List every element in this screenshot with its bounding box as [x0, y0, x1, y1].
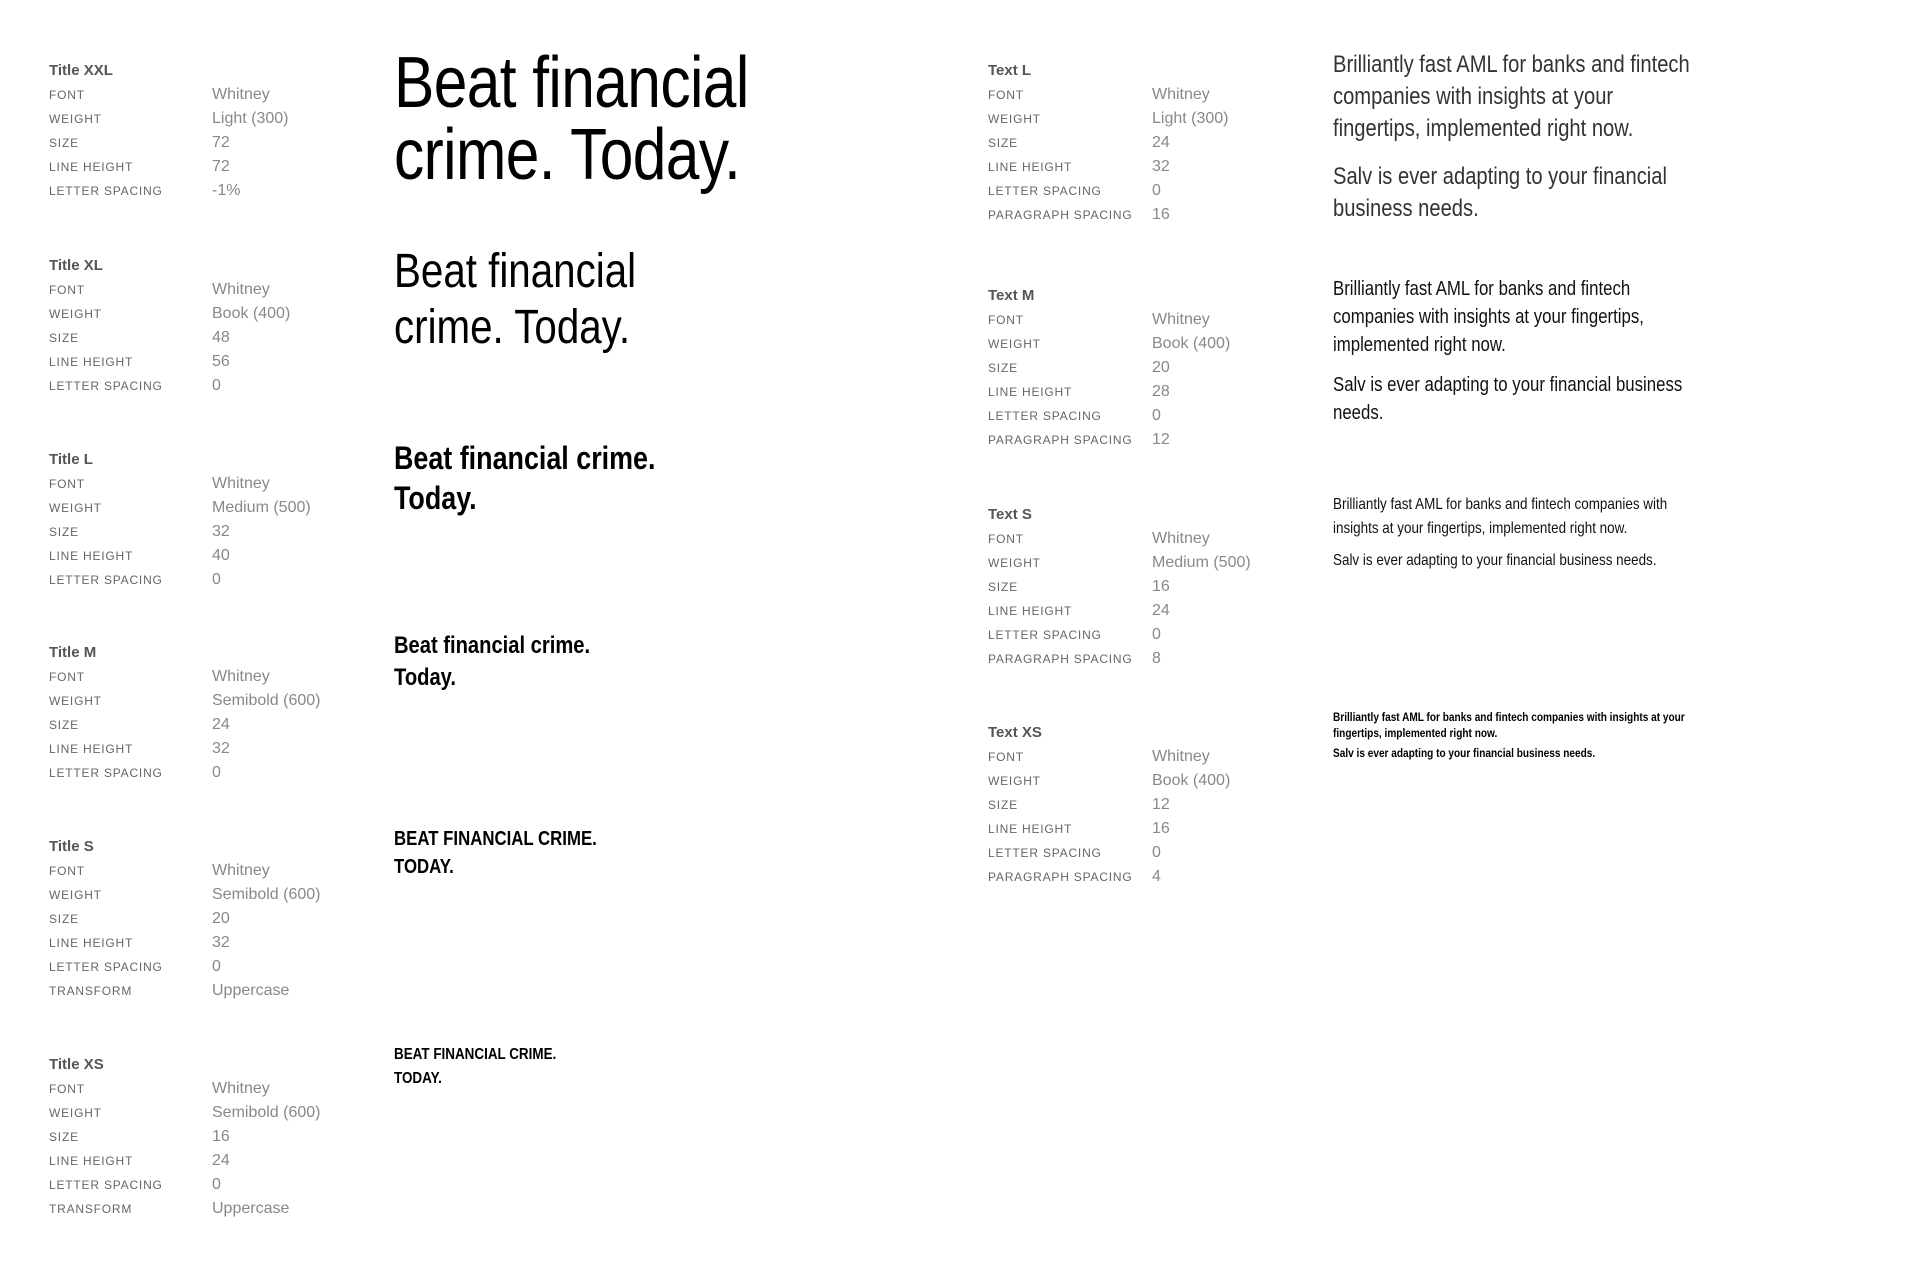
sample-line: Today. — [394, 480, 477, 516]
spec-row — [988, 865, 1230, 889]
title-m-sample — [394, 630, 590, 694]
sample-line: Brilliantly fast AML for banks and fintech — [1333, 51, 1690, 78]
spec-value: 0 — [1152, 626, 1161, 643]
spec-value: 0 — [212, 1176, 221, 1193]
spec-row — [49, 1197, 321, 1221]
spec-label: LETTER SPACING — [49, 960, 163, 974]
title-l-sample — [394, 438, 655, 518]
sample-paragraph — [394, 438, 655, 518]
spec-row — [988, 179, 1229, 203]
spec-label: FONT — [988, 313, 1024, 327]
sample-paragraph — [1333, 745, 1685, 761]
spec-label: WEIGHT — [988, 112, 1041, 126]
spec-value: Whitney — [212, 86, 270, 103]
title-xxl-heading: Title XXL — [49, 62, 113, 79]
spec-row — [49, 931, 321, 955]
sample-line: Salv is ever adapting to your financial business — [1333, 374, 1683, 396]
spec-label: FONT — [988, 750, 1024, 764]
spec-label: PARAGRAPH SPACING — [988, 208, 1133, 222]
spec-label: SIZE — [988, 580, 1018, 594]
sample-line: companies with insights at your fingertips, — [1333, 306, 1644, 328]
spec-value: 0 — [212, 764, 221, 781]
spec-label: SIZE — [49, 331, 79, 345]
spec-label: WEIGHT — [49, 888, 102, 902]
spec-value: Semibold (600) — [212, 886, 321, 903]
spec-value: 56 — [212, 353, 230, 370]
spec-value: 0 — [1152, 844, 1161, 861]
spec-value: 12 — [1152, 796, 1170, 813]
text-xs-heading: Text XS — [988, 724, 1042, 741]
sample-line: crime. Today. — [394, 301, 631, 354]
spec-row — [49, 568, 311, 592]
spec-value: 32 — [212, 523, 230, 540]
spec-value: 40 — [212, 547, 230, 564]
sample-paragraph — [394, 825, 597, 881]
spec-row — [49, 520, 311, 544]
spec-value: 16 — [1152, 820, 1170, 837]
spec-row — [49, 1125, 321, 1149]
sample-line: crime. Today. — [394, 115, 741, 195]
text-m-heading: Text M — [988, 287, 1035, 304]
spec-row — [49, 859, 321, 883]
spec-value: 16 — [212, 1128, 230, 1145]
text-m-spec — [988, 284, 1230, 452]
spec-value: 8 — [1152, 650, 1161, 667]
spec-label: FONT — [49, 864, 85, 878]
title-m-spec — [49, 641, 321, 785]
spec-row — [988, 817, 1230, 841]
title-xl-sample — [394, 244, 636, 356]
title-xxl-sample — [394, 43, 749, 195]
sample-line: fingertips, implemented right now. — [1333, 726, 1498, 740]
spec-row — [988, 404, 1230, 428]
spec-value: 48 — [212, 329, 230, 346]
spec-label: FONT — [988, 88, 1024, 102]
spec-value: 20 — [212, 910, 230, 927]
spec-value: 72 — [212, 134, 230, 151]
spec-value: Book (400) — [1152, 335, 1231, 352]
text-s-heading: Text S — [988, 506, 1032, 523]
title-xl-heading: Title XL — [49, 257, 103, 274]
spec-row — [49, 979, 321, 1003]
spec-row — [988, 428, 1230, 452]
spec-label: WEIGHT — [49, 1106, 102, 1120]
spec-label: WEIGHT — [49, 307, 102, 321]
spec-value: 24 — [1152, 602, 1170, 619]
spec-label: LETTER SPACING — [49, 184, 163, 198]
spec-label: TRANSFORM — [49, 1202, 133, 1216]
spec-row — [988, 527, 1251, 551]
text-l-sample — [1333, 49, 1690, 225]
title-m-heading: Title M — [49, 644, 97, 661]
sample-paragraph — [394, 1043, 556, 1091]
sample-paragraph — [1333, 493, 1667, 541]
spec-value: Whitney — [212, 862, 270, 879]
sample-line: Brilliantly fast AML for banks and fintech companies with insights at your — [1333, 710, 1685, 724]
spec-row — [988, 575, 1251, 599]
spec-label: LINE HEIGHT — [988, 604, 1073, 618]
spec-label: SIZE — [49, 136, 79, 150]
spec-label: SIZE — [49, 718, 79, 732]
spec-label: LINE HEIGHT — [988, 160, 1073, 174]
spec-label: SIZE — [988, 136, 1018, 150]
spec-label: LETTER SPACING — [988, 409, 1102, 423]
text-m-sample — [1333, 275, 1682, 427]
spec-value: -1% — [212, 182, 241, 199]
spec-value: 72 — [212, 158, 230, 175]
spec-label: SIZE — [988, 798, 1018, 812]
spec-row — [49, 83, 289, 107]
spec-label: LETTER SPACING — [49, 379, 163, 393]
spec-value: Whitney — [1152, 311, 1210, 328]
spec-value: 28 — [1152, 383, 1170, 400]
spec-row — [49, 1077, 321, 1101]
title-s-heading: Title S — [49, 838, 94, 855]
spec-row — [49, 350, 290, 374]
spec-row — [49, 544, 311, 568]
spec-row — [49, 689, 321, 713]
title-s-sample — [394, 825, 597, 881]
spec-value: Whitney — [1152, 530, 1210, 547]
spec-label: FONT — [49, 477, 85, 491]
spec-row — [988, 332, 1230, 356]
spec-row — [49, 496, 311, 520]
sample-line: needs. — [1333, 402, 1384, 424]
spec-value: Uppercase — [212, 982, 290, 999]
spec-row — [988, 380, 1230, 404]
spec-row — [988, 107, 1229, 131]
spec-label: SIZE — [988, 361, 1018, 375]
sample-line: Beat financial — [394, 245, 637, 298]
spec-row — [988, 745, 1230, 769]
spec-value: 24 — [212, 1152, 230, 1169]
spec-value: Book (400) — [212, 305, 291, 322]
spec-value: Semibold (600) — [212, 1104, 321, 1121]
spec-label: LETTER SPACING — [49, 766, 163, 780]
spec-value: 20 — [1152, 359, 1170, 376]
spec-value: Whitney — [212, 1080, 270, 1097]
spec-row — [49, 761, 321, 785]
spec-value: 0 — [1152, 407, 1161, 424]
spec-value: Whitney — [212, 281, 270, 298]
spec-row — [49, 472, 311, 496]
spec-label: LINE HEIGHT — [49, 355, 134, 369]
spec-value: Whitney — [212, 668, 270, 685]
spec-label: LINE HEIGHT — [49, 936, 134, 950]
spec-row — [988, 203, 1229, 227]
spec-label: LETTER SPACING — [49, 573, 163, 587]
spec-label: FONT — [49, 670, 85, 684]
spec-row — [49, 131, 289, 155]
sample-line: Brilliantly fast AML for banks and fintech companies with — [1333, 496, 1668, 513]
sample-line: Today. — [394, 664, 456, 691]
spec-value: Whitney — [1152, 86, 1210, 103]
spec-label: WEIGHT — [49, 501, 102, 515]
spec-row — [988, 623, 1251, 647]
title-xs-sample — [394, 1043, 556, 1091]
spec-row — [988, 647, 1251, 671]
sample-paragraph — [1333, 161, 1690, 225]
sample-paragraph — [1333, 549, 1667, 573]
sample-line: implemented right now. — [1333, 334, 1506, 356]
spec-row — [988, 83, 1229, 107]
spec-value: Uppercase — [212, 1200, 290, 1217]
sample-line: TODAY. — [394, 856, 454, 878]
sample-paragraph — [394, 43, 749, 195]
spec-value: 12 — [1152, 431, 1170, 448]
spec-label: TRANSFORM — [49, 984, 133, 998]
spec-label: LINE HEIGHT — [988, 385, 1073, 399]
spec-label: FONT — [988, 532, 1024, 546]
sample-line: Salv is ever adapting to your financial — [1333, 163, 1667, 190]
spec-label: LINE HEIGHT — [988, 822, 1073, 836]
spec-row — [49, 179, 289, 203]
title-l-heading: Title L — [49, 451, 93, 468]
spec-label: LETTER SPACING — [988, 846, 1102, 860]
sample-paragraph — [1333, 49, 1690, 145]
text-s-sample — [1333, 493, 1667, 573]
sample-line: Beat financial — [394, 43, 749, 123]
spec-value: Medium (500) — [1152, 554, 1251, 571]
spec-label: LETTER SPACING — [988, 184, 1102, 198]
sample-line: Salv is ever adapting to your financial business needs. — [1333, 746, 1596, 760]
spec-label: PARAGRAPH SPACING — [988, 433, 1133, 447]
spec-value: Whitney — [1152, 748, 1210, 765]
sample-line: companies with insights at your — [1333, 83, 1614, 110]
spec-row — [49, 374, 290, 398]
spec-label: WEIGHT — [988, 556, 1041, 570]
spec-row — [49, 1149, 321, 1173]
spec-row — [49, 278, 290, 302]
spec-label: LINE HEIGHT — [49, 1154, 134, 1168]
sample-line: business needs. — [1333, 195, 1479, 222]
spec-row — [988, 155, 1229, 179]
title-xl-spec — [49, 254, 290, 398]
spec-value: Light (300) — [1152, 110, 1229, 127]
title-l-spec — [49, 448, 311, 592]
spec-row — [988, 769, 1230, 793]
spec-row — [49, 1101, 321, 1125]
spec-value: Semibold (600) — [212, 692, 321, 709]
spec-label: LINE HEIGHT — [49, 549, 134, 563]
spec-label: LETTER SPACING — [49, 1178, 163, 1192]
title-xs-heading: Title XS — [49, 1056, 104, 1073]
sample-line: Beat financial crime. — [394, 440, 656, 476]
title-s-spec — [49, 835, 321, 1003]
text-l-heading: Text L — [988, 62, 1032, 79]
spec-label: FONT — [49, 283, 85, 297]
spec-row — [49, 302, 290, 326]
spec-label: WEIGHT — [988, 774, 1041, 788]
sample-paragraph — [1333, 371, 1682, 427]
spec-value: 24 — [1152, 134, 1170, 151]
spec-value: 4 — [1152, 868, 1161, 885]
sample-line: Brilliantly fast AML for banks and fintech — [1333, 278, 1631, 300]
spec-row — [49, 713, 321, 737]
sample-paragraph — [1333, 709, 1685, 741]
spec-row — [49, 1173, 321, 1197]
spec-label: SIZE — [49, 912, 79, 926]
spec-row — [49, 955, 321, 979]
spec-label: WEIGHT — [49, 112, 102, 126]
title-xxl-spec — [49, 59, 289, 203]
spec-row — [988, 131, 1229, 155]
sample-line: TODAY. — [394, 1070, 442, 1087]
spec-value: Whitney — [212, 475, 270, 492]
spec-label: FONT — [49, 1082, 85, 1096]
spec-row — [988, 599, 1251, 623]
spec-label: LETTER SPACING — [988, 628, 1102, 642]
spec-value: Light (300) — [212, 110, 289, 127]
spec-value: 24 — [212, 716, 230, 733]
sample-line: BEAT FINANCIAL CRIME. — [394, 828, 597, 850]
text-l-spec — [988, 59, 1229, 227]
spec-value: Medium (500) — [212, 499, 311, 516]
spec-label: SIZE — [49, 1130, 79, 1144]
spec-value: 0 — [212, 571, 221, 588]
spec-row — [49, 665, 321, 689]
spec-row — [49, 326, 290, 350]
spec-value: 32 — [212, 740, 230, 757]
sample-line: Salv is ever adapting to your financial business needs. — [1333, 552, 1657, 569]
text-s-spec — [988, 503, 1251, 671]
title-xs-spec — [49, 1053, 321, 1221]
spec-row — [49, 907, 321, 931]
spec-label: LINE HEIGHT — [49, 160, 134, 174]
spec-value: 0 — [1152, 182, 1161, 199]
sample-paragraph — [394, 244, 636, 356]
spec-label: WEIGHT — [49, 694, 102, 708]
spec-row — [988, 308, 1230, 332]
spec-label: SIZE — [49, 525, 79, 539]
spec-value: 0 — [212, 958, 221, 975]
sample-line: insights at your fingertips, implemented right now. — [1333, 520, 1628, 537]
spec-row — [988, 793, 1230, 817]
spec-value: 32 — [212, 934, 230, 951]
spec-row — [49, 737, 321, 761]
spec-row — [988, 356, 1230, 380]
spec-label: LINE HEIGHT — [49, 742, 134, 756]
spec-label: PARAGRAPH SPACING — [988, 870, 1133, 884]
sample-line: fingertips, implemented right now. — [1333, 115, 1634, 142]
spec-label: FONT — [49, 88, 85, 102]
spec-label: PARAGRAPH SPACING — [988, 652, 1133, 666]
sample-paragraph — [394, 630, 590, 694]
spec-value: 16 — [1152, 206, 1170, 223]
spec-row — [49, 107, 289, 131]
spec-row — [49, 155, 289, 179]
spec-value: 0 — [212, 377, 221, 394]
spec-value: Book (400) — [1152, 772, 1231, 789]
spec-label: WEIGHT — [988, 337, 1041, 351]
sample-line: Beat financial crime. — [394, 632, 591, 659]
spec-row — [988, 841, 1230, 865]
text-xs-sample — [1333, 709, 1685, 761]
spec-value: 32 — [1152, 158, 1170, 175]
spec-row — [49, 883, 321, 907]
spec-value: 16 — [1152, 578, 1170, 595]
sample-paragraph — [1333, 275, 1682, 359]
text-xs-spec — [988, 721, 1230, 889]
spec-row — [988, 551, 1251, 575]
sample-line: BEAT FINANCIAL CRIME. — [394, 1046, 557, 1063]
